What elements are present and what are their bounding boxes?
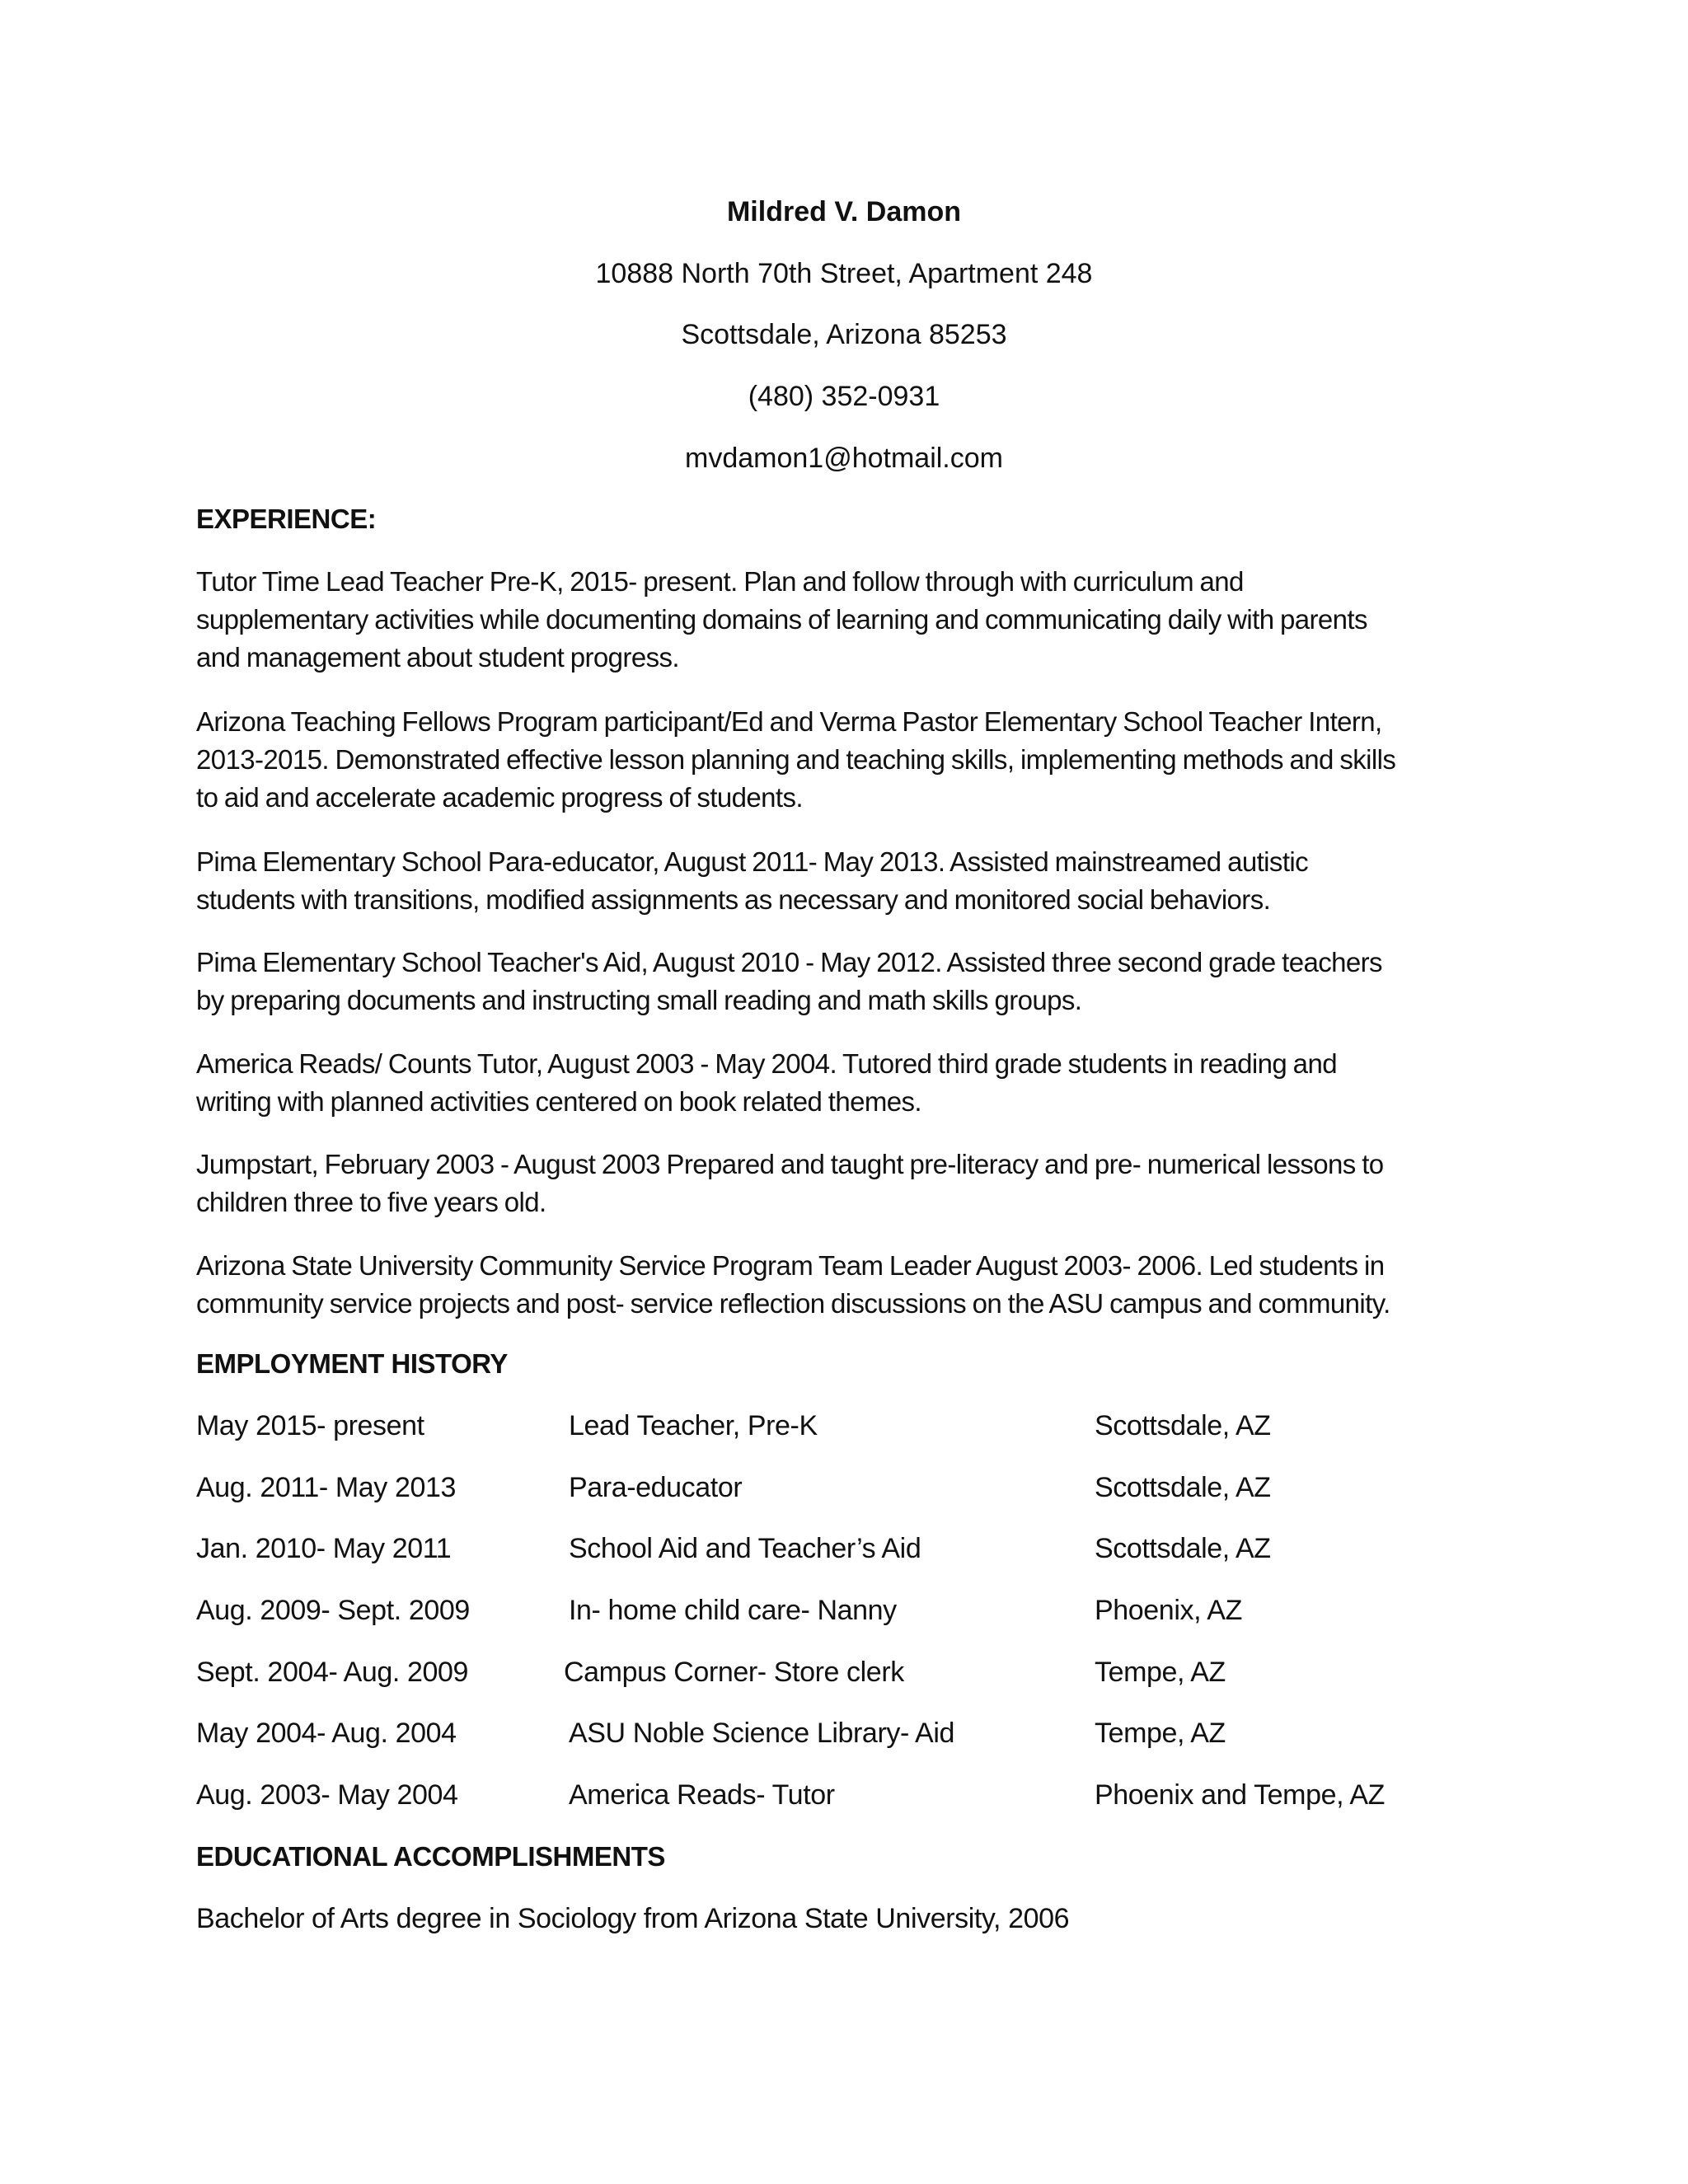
employment-location: Scottsdale, AZ [1095,1533,1271,1564]
phone-number: (480) 352-0931 [748,381,940,412]
employment-location: Phoenix and Tempe, AZ [1095,1779,1385,1811]
employment-row [0,1408,1688,1446]
experience-line: 2013-2015. Demonstrated effective lesson planning and teaching skills, implementing methods and skills [196,744,1396,775]
employment-dates: Aug. 2009- Sept. 2009 [196,1595,470,1626]
employment-dates: Jan. 2010- May 2011 [196,1533,452,1564]
experience-entry [196,703,1482,817]
experience-entry [196,1247,1482,1323]
address-street: 10888 North 70th Street, Apartment 248 [595,258,1093,289]
employment-title: Lead Teacher, Pre-K [569,1410,818,1441]
employment-dates: May 2015- present [196,1410,424,1441]
employment-dates: May 2004- Aug. 2004 [196,1718,457,1749]
employment-row [0,1716,1688,1754]
experience-line: to aid and accelerate academic progress of students. [196,782,803,813]
employment-row [0,1655,1688,1693]
experience-entry [196,843,1482,919]
employment-location: Scottsdale, AZ [1095,1410,1271,1441]
employment-location: Scottsdale, AZ [1095,1472,1271,1503]
education-heading: EDUCATIONAL ACCOMPLISHMENTS [196,1841,665,1872]
employment-row [0,1778,1688,1816]
employment-dates: Aug. 2011- May 2013 [196,1472,456,1503]
experience-line: Tutor Time Lead Teacher Pre-K, 2015- present. Plan and follow through with curriculum and [196,566,1244,597]
employment-row [0,1593,1688,1631]
employment-dates: Aug. 2003- May 2004 [196,1779,458,1811]
experience-line: Arizona Teaching Fellows Program participant/Ed and Verma Pastor Elementary School Teacher Intern, [196,706,1382,737]
employment-location: Tempe, AZ [1095,1718,1226,1749]
employment-dates: Sept. 2004- Aug. 2009 [196,1657,468,1688]
employment-title: America Reads- Tutor [569,1779,835,1811]
employment-row [0,1470,1688,1508]
email-address: mvdamon1@hotmail.com [685,443,1003,474]
employment-title: In- home child care- Nanny [569,1595,897,1626]
applicant-name: Mildred V. Damon [726,196,962,227]
experience-line: community service projects and post- service reflection discussions on the ASU campus and community. [196,1288,1390,1319]
experience-line: Jumpstart, February 2003 - August 2003 Prepared and taught pre-literacy and pre- numerical lessons to [196,1149,1384,1179]
experience-line: by preparing documents and instructing small reading and math skills groups. [196,985,1082,1015]
employment-title: Para-educator [569,1472,743,1503]
experience-entry [196,563,1482,677]
education-degree: Bachelor of Arts degree in Sociology from Arizona State University, 2006 [196,1903,1070,1934]
experience-entry [196,1045,1482,1121]
experience-line: and management about student progress. [196,642,679,673]
experience-line: students with transitions, modified assignments as necessary and monitored social behaviors. [196,884,1271,915]
employment-location: Tempe, AZ [1095,1657,1226,1688]
experience-entry [196,1146,1482,1221]
experience-line: children three to five years old. [196,1187,546,1217]
experience-heading: EXPERIENCE: [196,504,377,534]
experience-entry [196,944,1482,1019]
employment-title: Campus Corner- Store clerk [564,1657,904,1688]
experience-line: Pima Elementary School Para-educator, August 2011- May 2013. Assisted mainstreamed autistic [196,846,1309,877]
experience-line: Pima Elementary School Teacher's Aid, August 2010 - May 2012. Assisted three second grade teachers [196,947,1382,977]
address-city: Scottsdale, Arizona 85253 [681,319,1007,350]
employment-row [0,1531,1688,1569]
employment-location: Phoenix, AZ [1095,1595,1242,1626]
experience-line: supplementary activities while documenting domains of learning and communicating daily with parents [196,604,1367,635]
experience-line: writing with planned activities centered on book related themes. [196,1086,921,1117]
experience-line: America Reads/ Counts Tutor, August 2003 - May 2004. Tutored third grade students in reading and [196,1048,1337,1079]
employment-title: School Aid and Teacher’s Aid [569,1533,921,1564]
employment-history-heading: EMPLOYMENT HISTORY [196,1348,508,1379]
experience-line: Arizona State University Community Service Program Team Leader August 2003- 2006. Led students in [196,1250,1385,1281]
employment-title: ASU Noble Science Library- Aid [569,1718,955,1749]
